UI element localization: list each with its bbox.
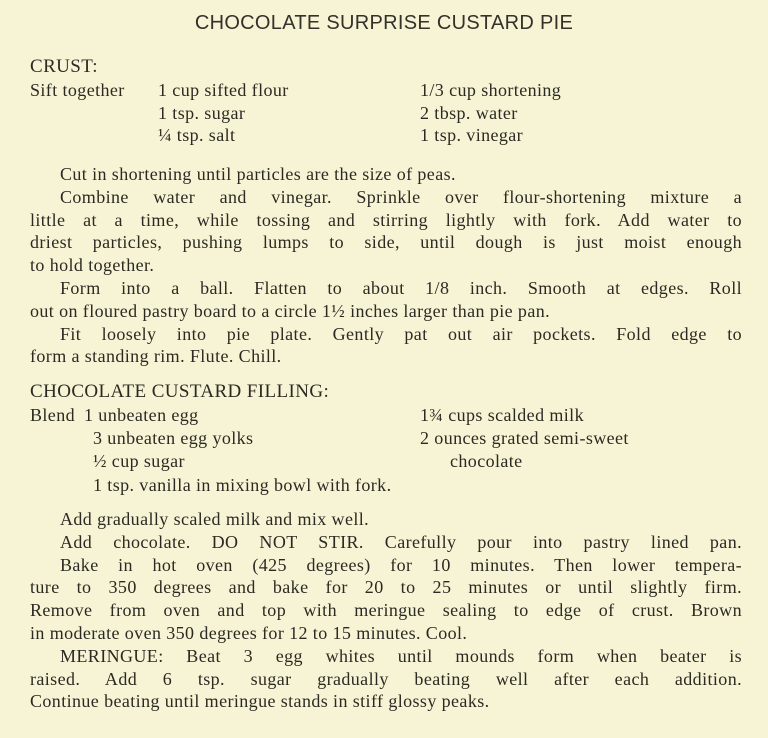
text-line: Form into a ball. Flatten to about 1/8 inch. Smooth at edges. Roll (60, 277, 742, 298)
recipe-title: CHOCOLATE SURPRISE CUSTARD PIE (194, 12, 574, 34)
ingredient: ½ cup sugar (93, 451, 185, 471)
ingredient: 1 tsp. sugar (158, 103, 246, 123)
filling-directions (30, 508, 742, 713)
ingredient: 1/3 cup shortening (420, 80, 562, 100)
text-line: to hold together. (30, 255, 155, 276)
crust-lead: Sift together (30, 80, 125, 100)
text-line: MERINGUE: Beat 3 egg whites until mounds form when beater is (60, 645, 742, 666)
ingredient: chocolate (450, 451, 523, 471)
text-line: Continue beating until meringue stands in stiff glossy peaks. (30, 691, 490, 712)
text-line: out on floured pastry board to a circle 1½ inches larger than pie pan. (30, 300, 551, 321)
text-line: Bake in hot oven (425 degrees) for 10 minutes. Then lower tempera- (60, 554, 742, 575)
crust-directions (30, 163, 742, 368)
text-line: driest particles, pushing lumps to side, until dough is just moist enough (30, 232, 742, 253)
ingredient: 2 tbsp. water (420, 103, 518, 123)
filling-heading: CHOCOLATE CUSTARD FILLING: (30, 381, 330, 402)
text-line: ture to 350 degrees and bake for 20 to 25 minutes or until slightly firm. (30, 577, 742, 598)
text-line: Remove from oven and top with meringue sealing to edge of crust. Brown (30, 600, 742, 621)
ingredient: ¼ tsp. salt (158, 125, 236, 145)
filling-lead: Blend (30, 405, 75, 425)
filling-ingredients (30, 381, 742, 496)
text-line: Cut in shortening until particles are the size of peas. (60, 164, 456, 184)
crust-ingredients (30, 56, 742, 148)
text-line: Add chocolate. DO NOT STIR. Carefully pour into pastry lined pan. (60, 531, 742, 552)
ingredient: 1 cup sifted flour (158, 80, 289, 100)
text-line: Combine water and vinegar. Sprinkle over flour-shortening mixture a (60, 186, 742, 207)
text-line: little at a time, while tossing and stirring lightly with fork. Add water to (30, 209, 742, 230)
ingredient: 1 tsp. vinegar (420, 125, 524, 145)
ingredient: 2 ounces grated semi-sweet (420, 428, 629, 448)
ingredient: 1¾ cups scalded milk (420, 405, 584, 425)
text-line: form a standing rim. Flute. Chill. (30, 346, 282, 367)
text-line: raised. Add 6 tsp. sugar gradually beating well after each addition. (30, 668, 742, 689)
crust-heading: CRUST: (30, 56, 98, 77)
ingredient: 3 unbeaten egg yolks (93, 428, 254, 448)
ingredient: 1 tsp. vanilla in mixing bowl with fork. (93, 475, 392, 495)
text-line: Add gradually scaled milk and mix well. (60, 509, 370, 529)
text-line: Fit loosely into pie plate. Gently pat out air pockets. Fold edge to (60, 323, 742, 344)
ingredient: 1 unbeaten egg (84, 405, 199, 425)
text-line: in moderate oven 350 degrees for 12 to 15 minutes. Cool. (30, 622, 468, 643)
